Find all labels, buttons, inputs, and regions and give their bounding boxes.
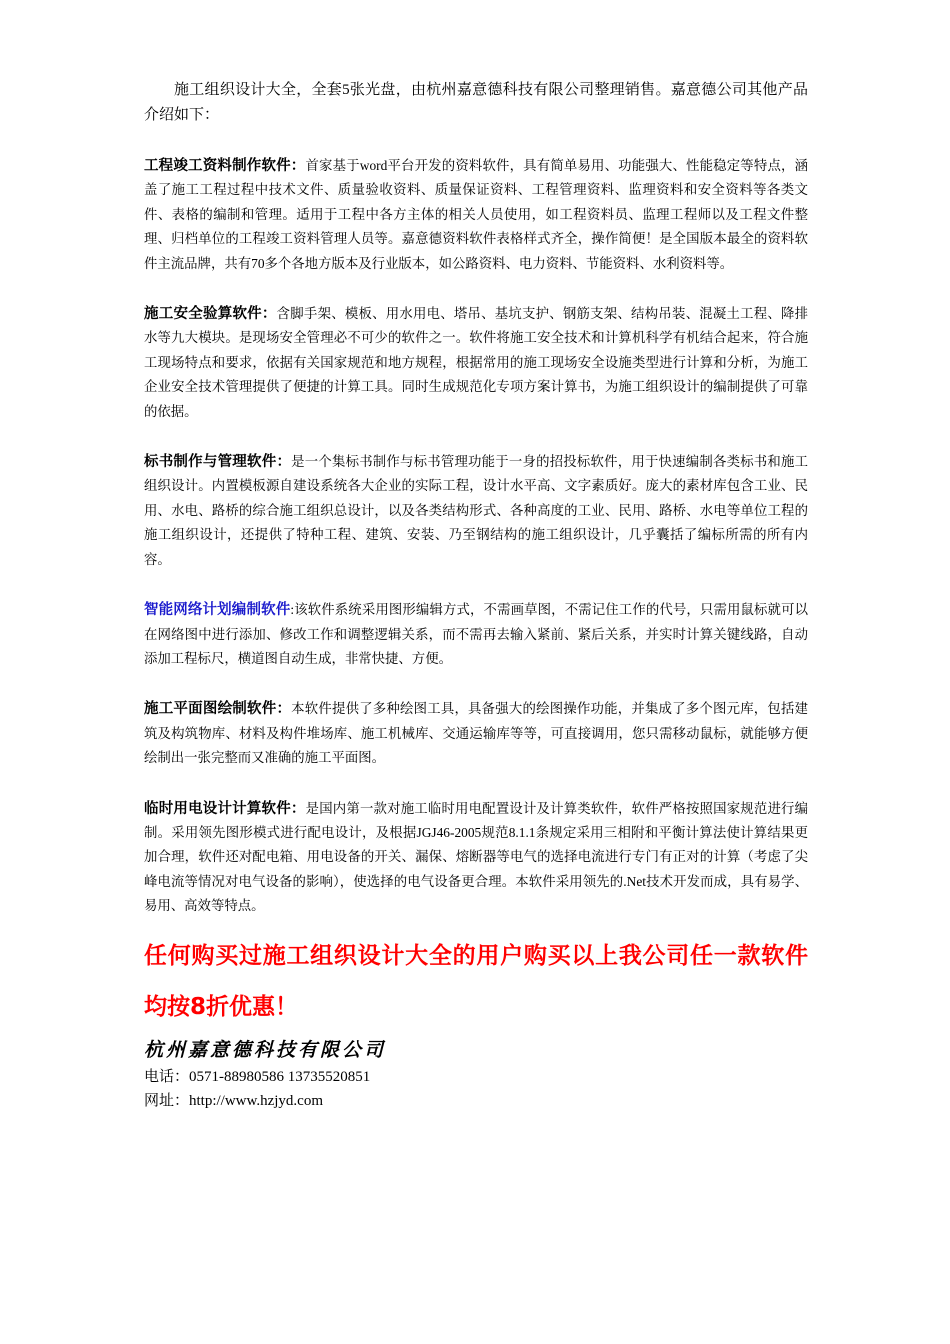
intro-paragraph: 施工组织设计大全，全套5张光盘，由杭州嘉意德科技有限公司整理销售。嘉意德公司其他产品介绍如下： [144, 82, 808, 123]
section-title: 智能网络计划编制软件 [144, 602, 291, 619]
section-tender-docs [144, 450, 808, 572]
section-temp-power [144, 797, 808, 919]
promo-banner: 任何购买过施工组织设计大全的用户购买以上我公司任一款软件均按8折优惠！ [144, 942, 808, 1020]
section-body: 首家基于word平台开发的资料软件，具有简单易用、功能强大、性能稳定等特点，涵盖了施工工程过程中技术文件、质量验收资料、质量保证资料、工程管理资料、监理资料和安全资料等各类文件、表格的编制和管理。适用于工程中各方主体的相关人员使用，如工程资料员、监理工程师以及工程文件整理、归档单位的工程竣工资料管理人员等。嘉意德资料软件表格样式齐全，操作简便！是全国版本最全的资料软件主流品牌，共有70多个各地方版本及行业版本，如公路资料、电力资料、节能资料、水利资料等。 [144, 158, 808, 271]
section-title: 临时用电设计计算软件： [144, 800, 306, 817]
section-body: 含脚手架、模板、用水用电、塔吊、基坑支护、钢筋支架、结构吊装、混凝土工程、降排水等九大模块。是现场安全管理必不可少的软件之一。软件将施工安全技术和计算机科学有机结合起来，符合施工现场特点和要求，依据有关国家规范和地方规程，根据常用的施工现场安全设施类型进行计算和分析，为施工企业安全技术管理提供了便捷的计算工具。同时生成规范化专项方案计算书，为施工组织设计的编制提供了可靠的依据。 [144, 306, 809, 419]
section-body: 是国内第一款对施工临时用电配置设计及计算类软件，软件严格按照国家规范进行编制。采用领先图形模式进行配电设计，及根据JGJ46-2005规范8.1.1条规定采用三相附和平衡计算法使计算结果更加合理，软件还对配电箱、用电设备的开关、漏保、熔断器等电气的选择电流进行专门有正对的计算（考虑了尖峰电流等情况对电气设备的影响），使选择的电气设备更合理。本软件采用领先的.Net技术开发而成，具有易学、易用、高效等特点。 [144, 800, 809, 914]
section-body: 是一个集标书制作与标书管理功能于一身的招投标软件，用于快速编制各类标书和施工组织设计。内置模板源自建设系统各大企业的实际工程，设计水平高、文字素质好。庞大的素材库包含工业、民用、水电、路桥的综合施工组织总设计，以及各类结构形式、各种高度的工业、民用、路桥、水电等单位工程的施工组织设计，还提供了特种工程、建筑、安装、乃至钢结构的施工组织设计，几乎囊括了编标所需的所有内容。 [144, 454, 809, 567]
section-completion-docs [144, 154, 808, 276]
document-page [144, 78, 808, 1113]
section-safety-calc [144, 302, 808, 424]
contact-phone: 电话：0571-88980586 13735520851 [144, 1068, 371, 1085]
section-body: 本软件提供了多种绘图工具，具备强大的绘图操作功能，并集成了多个图元库，包括建筑及构筑物库、材料及构件堆场库、施工机械库、交通运输库等等，可直接调用，您只需移动鼠标，就能够方便绘制出一张完整而又准确的施工平面图。 [144, 701, 809, 766]
company-name: 杭州嘉意德科技有限公司 [144, 1038, 387, 1061]
section-site-plan [144, 697, 808, 770]
section-network-plan [144, 598, 808, 671]
contact-website: 网址：http://www.hzjyd.com [144, 1092, 324, 1109]
section-body: :该软件系统采用图形编辑方式，不需画草图，不需记住工作的代号，只需用鼠标就可以在网络图中进行添加、修改工作和调整逻辑关系，而不需再去输入紧前、紧后关系，并实时计算关键线路，自动添加工程标尺，横道图自动生成，非常快捷、方便。 [144, 602, 809, 666]
section-title: 施工平面图绘制软件： [144, 701, 292, 718]
section-title: 标书制作与管理软件： [144, 454, 292, 471]
section-title: 施工安全验算软件： [144, 306, 277, 323]
section-title: 工程竣工资料制作软件： [144, 158, 306, 174]
